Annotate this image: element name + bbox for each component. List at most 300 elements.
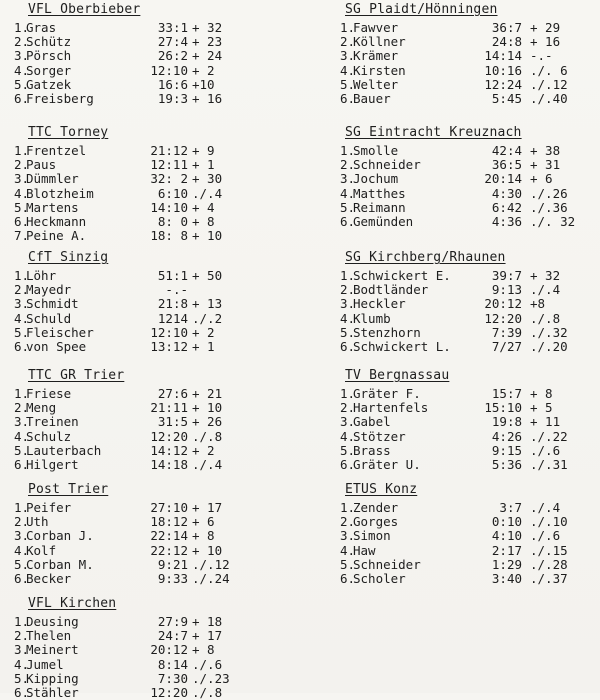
player-rank: 6. <box>340 339 356 354</box>
player-row <box>14 64 314 78</box>
player-row <box>14 312 314 326</box>
player-row <box>14 158 314 172</box>
player-row <box>14 572 314 586</box>
player-score: 1214 <box>157 310 188 326</box>
player-score: 20:12 <box>150 642 188 658</box>
player-score: 27:4 <box>157 34 188 50</box>
player-name: Schütz <box>26 34 72 50</box>
team-name: ETUS Konz <box>345 482 418 497</box>
team-name: VFL Oberbieber <box>28 2 141 17</box>
player-difference: + 16 <box>192 91 223 106</box>
player-row <box>14 629 314 643</box>
player-difference: ./.6 <box>530 528 561 544</box>
player-difference: ./.22 <box>530 428 568 444</box>
player-rank: 3. <box>340 528 356 544</box>
player-rank: 1. <box>14 20 30 35</box>
player-row <box>340 544 595 558</box>
player-rank: 6. <box>14 214 30 229</box>
player-score: 10:16 <box>484 62 522 78</box>
player-name: Gras <box>26 20 57 35</box>
player-difference: ./.6 <box>530 442 561 458</box>
player-row <box>14 297 314 311</box>
player-name: Dümmler <box>26 171 79 187</box>
player-name: Stötzer <box>353 428 406 444</box>
player-difference: + 16 <box>530 34 561 50</box>
player-row <box>340 326 595 340</box>
player-name: Gorges <box>353 514 399 530</box>
player-row <box>14 515 314 529</box>
player-difference: + 50 <box>192 268 223 283</box>
player-difference: + 6 <box>192 514 215 530</box>
player-name: Paus <box>26 157 57 173</box>
player-rank: 1. <box>14 500 30 515</box>
player-rank: 3. <box>14 48 30 64</box>
player-name: Gatzek <box>26 76 72 92</box>
player-difference: + 2 <box>192 324 215 340</box>
player-row <box>340 269 595 283</box>
player-difference: ./.4 <box>192 185 223 201</box>
player-name: Uth <box>26 514 49 530</box>
player-score: 31:5 <box>157 414 188 430</box>
player-name: Hilgert <box>26 457 79 472</box>
player-difference: ./.31 <box>530 457 568 472</box>
player-name: Zender <box>353 500 399 515</box>
player-rank: 5. <box>14 442 30 458</box>
player-score: 4:26 <box>491 428 522 444</box>
player-difference: ./. 6 <box>530 62 568 78</box>
player-rank: 5. <box>340 556 356 572</box>
player-row <box>14 444 314 458</box>
player-rank: 2. <box>340 400 356 416</box>
player-score: 24:8 <box>491 34 522 50</box>
player-score: 6:10 <box>157 185 188 201</box>
player-difference: + 8 <box>192 528 215 544</box>
player-difference: ./.8 <box>192 428 223 444</box>
player-name: Pörsch <box>26 48 72 64</box>
player-name: Smolle <box>353 143 399 158</box>
player-score: 3:7 <box>499 500 522 515</box>
player-name: Freisberg <box>26 91 94 106</box>
player-difference: + 18 <box>192 614 223 629</box>
player-score: 4:10 <box>491 528 522 544</box>
player-score: 22:14 <box>150 528 188 544</box>
player-difference: ./.2 <box>192 310 223 326</box>
player-score: 2:17 <box>491 542 522 558</box>
player-score: 36:7 <box>491 20 522 35</box>
team-name: SG Kirchberg/Rhaunen <box>345 250 506 265</box>
player-difference: + 32 <box>530 268 561 283</box>
player-score: 13:12 <box>150 339 188 354</box>
player-name: Martens <box>26 199 79 215</box>
player-score: 8:14 <box>157 656 188 672</box>
player-difference: + 17 <box>192 628 223 644</box>
player-score: 18:12 <box>150 514 188 530</box>
player-score: 12:20 <box>150 428 188 444</box>
player-rank: 6. <box>14 339 30 354</box>
player-row <box>14 544 314 558</box>
player-name: Welter <box>353 76 399 92</box>
player-difference: + 4 <box>192 199 215 215</box>
player-name: Scholer <box>353 571 406 586</box>
player-row <box>340 458 595 472</box>
player-score: 4:36 <box>491 214 522 229</box>
player-row <box>340 21 595 35</box>
player-score: 5:45 <box>491 91 522 106</box>
player-difference: ./.36 <box>530 199 568 215</box>
player-difference: + 23 <box>192 34 223 50</box>
player-difference: + 10 <box>192 542 223 558</box>
player-score: 4:30 <box>491 185 522 201</box>
player-difference: ./.40 <box>530 91 568 106</box>
player-rank: 2. <box>14 400 30 416</box>
player-difference: +8 <box>530 296 546 312</box>
player-name: Deusing <box>26 614 79 629</box>
player-rank: 2. <box>14 514 30 530</box>
player-rank: 4. <box>340 542 356 558</box>
player-difference: ./.8 <box>530 310 561 326</box>
player-name: Simon <box>353 528 391 544</box>
player-row <box>14 172 314 186</box>
player-difference: ./.4 <box>192 457 223 472</box>
player-rank: 4. <box>14 310 30 326</box>
player-rank: 5. <box>14 670 30 686</box>
player-difference: + 10 <box>192 400 223 416</box>
player-score: 12:11 <box>150 157 188 173</box>
player-difference: ./.24 <box>192 571 230 586</box>
player-difference: + 11 <box>530 414 561 430</box>
player-difference: + 29 <box>530 20 561 35</box>
player-rank: 2. <box>14 282 30 298</box>
player-score: 16:6 <box>157 76 188 92</box>
player-name: Jumel <box>26 656 64 672</box>
player-score: 27:9 <box>157 614 188 629</box>
player-difference: ./.12 <box>192 556 230 572</box>
player-row <box>340 215 595 229</box>
player-name: Matthes <box>353 185 406 201</box>
player-row <box>14 78 314 92</box>
player-rank: 3. <box>340 414 356 430</box>
player-name: Jochum <box>353 171 399 187</box>
player-rank: 6. <box>340 457 356 472</box>
player-difference: + 24 <box>192 48 223 64</box>
player-score: 14:14 <box>484 48 522 64</box>
player-score: 39:7 <box>491 268 522 283</box>
player-name: Fleischer <box>26 324 94 340</box>
player-difference: + 21 <box>192 386 223 401</box>
player-rank: 5. <box>340 76 356 92</box>
player-name: Becker <box>26 571 72 586</box>
player-score: 19:3 <box>157 91 188 106</box>
player-name: Reimann <box>353 199 406 215</box>
player-difference: + 9 <box>192 143 215 158</box>
player-rank: 1. <box>14 386 30 401</box>
player-name: Bauer <box>353 91 391 106</box>
player-rank: 1. <box>14 143 30 158</box>
player-name: Meng <box>26 400 57 416</box>
player-name: von Spee <box>26 339 87 354</box>
player-row <box>14 430 314 444</box>
player-row <box>14 529 314 543</box>
player-name: Schmidt <box>26 296 79 312</box>
team-name: Post Trier <box>28 482 109 497</box>
player-name: Hartenfels <box>353 400 429 416</box>
player-difference: + 2 <box>192 442 215 458</box>
player-row <box>14 672 314 686</box>
player-score: 7:30 <box>157 670 188 686</box>
player-name: Krämer <box>353 48 399 64</box>
player-difference: + 10 <box>192 228 223 244</box>
player-difference: ./.28 <box>530 556 568 572</box>
player-rank: 3. <box>14 171 30 187</box>
player-score: 14:18 <box>150 457 188 472</box>
player-score: 0:10 <box>491 514 522 530</box>
team-name: TV Bergnassau <box>345 368 450 383</box>
player-score: 14:10 <box>150 199 188 215</box>
player-name: Friese <box>26 386 72 401</box>
player-row <box>340 172 595 186</box>
player-row <box>340 430 595 444</box>
player-rank: 5. <box>14 556 30 572</box>
player-rank: 3. <box>14 528 30 544</box>
player-name: Schneider <box>353 157 421 173</box>
player-score: 19:8 <box>491 414 522 430</box>
player-row <box>340 515 595 529</box>
player-difference: + 13 <box>192 296 223 312</box>
player-row <box>14 92 314 106</box>
player-score: 12:20 <box>150 685 188 700</box>
player-name: Fawver <box>353 20 399 35</box>
player-row <box>340 283 595 297</box>
player-name: Stähler <box>26 685 79 700</box>
player-row <box>340 501 595 515</box>
player-row <box>14 615 314 629</box>
player-rank: 5. <box>14 199 30 215</box>
player-score: 21:11 <box>150 400 188 416</box>
player-row <box>14 201 314 215</box>
player-difference: ./.6 <box>192 656 223 672</box>
player-row <box>340 92 595 106</box>
player-name: Schuld <box>26 310 72 326</box>
player-row <box>340 558 595 572</box>
player-rank: 1. <box>14 614 30 629</box>
player-row <box>340 144 595 158</box>
player-difference: ./.32 <box>530 324 568 340</box>
player-row <box>14 187 314 201</box>
player-rank: 6. <box>14 571 30 586</box>
player-rank: 1. <box>14 268 30 283</box>
player-difference: + 5 <box>530 400 553 416</box>
player-difference: ./.10 <box>530 514 568 530</box>
player-row <box>340 572 595 586</box>
player-rank: 1. <box>340 500 356 515</box>
player-name: Treinen <box>26 414 79 430</box>
player-row <box>14 401 314 415</box>
player-row <box>14 229 314 243</box>
player-difference: ./.15 <box>530 542 568 558</box>
player-name: Meinert <box>26 642 79 658</box>
player-rank: 3. <box>14 296 30 312</box>
player-score: 26:2 <box>157 48 188 64</box>
player-name: Peifer <box>26 500 72 515</box>
player-rank: 4. <box>340 185 356 201</box>
player-score: 15:10 <box>484 400 522 416</box>
player-name: Gräter U. <box>353 457 421 472</box>
player-score: 27:6 <box>157 386 188 401</box>
player-score: 8: 0 <box>157 214 188 229</box>
player-name: Gemünden <box>353 214 414 229</box>
player-name: Haw <box>353 542 376 558</box>
team-name: TTC GR Trier <box>28 368 125 383</box>
player-row <box>340 401 595 415</box>
player-score: 9:21 <box>157 556 188 572</box>
player-score: 24:7 <box>157 628 188 644</box>
player-rank: 2. <box>340 514 356 530</box>
team-name: TTC Torney <box>28 125 109 140</box>
player-difference: ./.37 <box>530 571 568 586</box>
player-rank: 2. <box>340 157 356 173</box>
player-difference: + 8 <box>530 386 553 401</box>
player-row <box>340 444 595 458</box>
player-difference: + 8 <box>192 214 215 229</box>
player-difference: + 38 <box>530 143 561 158</box>
player-row <box>340 64 595 78</box>
player-row <box>14 501 314 515</box>
team-name: VFL Kirchen <box>28 596 117 611</box>
player-difference: ./.23 <box>192 670 230 686</box>
player-rank: 4. <box>14 542 30 558</box>
player-rank: 1. <box>340 20 356 35</box>
player-name: Corban J. <box>26 528 94 544</box>
player-name: Schneider <box>353 556 421 572</box>
player-rank: 4. <box>14 185 30 201</box>
player-rank: 6. <box>14 91 30 106</box>
player-difference: + 32 <box>192 20 223 35</box>
player-difference: +10 <box>192 76 215 92</box>
player-row <box>340 387 595 401</box>
player-name: Schwickert L. <box>353 339 451 354</box>
player-row <box>14 643 314 657</box>
player-name: Gräter F. <box>353 386 421 401</box>
player-row <box>14 387 314 401</box>
player-score: -.- <box>165 282 188 298</box>
player-name: Brass <box>353 442 391 458</box>
team-name: CfT Sinzig <box>28 250 109 265</box>
player-name: Blotzheim <box>26 185 94 201</box>
player-rank: 4. <box>14 428 30 444</box>
player-difference: + 1 <box>192 339 215 354</box>
player-rank: 6. <box>14 685 30 700</box>
player-row <box>340 415 595 429</box>
player-rank: 4. <box>14 62 30 78</box>
player-name: Frentzel <box>26 143 87 158</box>
player-score: 36:5 <box>491 157 522 173</box>
player-rank: 5. <box>14 76 30 92</box>
player-name: Heckler <box>353 296 406 312</box>
player-score: 9:15 <box>491 442 522 458</box>
player-row <box>340 49 595 63</box>
player-row <box>340 201 595 215</box>
player-rank: 4. <box>14 656 30 672</box>
player-score: 12:24 <box>484 76 522 92</box>
player-name: Klumb <box>353 310 391 326</box>
player-rank: 6. <box>340 91 356 106</box>
player-score: 1:29 <box>491 556 522 572</box>
team-name: SG Eintracht Kreuznach <box>345 125 522 140</box>
player-row <box>340 35 595 49</box>
player-rank: 3. <box>340 171 356 187</box>
player-name: Heckmann <box>26 214 87 229</box>
player-score: 32: 2 <box>150 171 188 187</box>
player-difference: ./.4 <box>530 500 561 515</box>
player-rank: 3. <box>340 296 356 312</box>
player-score: 22:12 <box>150 542 188 558</box>
player-row <box>340 187 595 201</box>
player-score: 18: 8 <box>150 228 188 244</box>
player-score: 15:7 <box>491 386 522 401</box>
player-score: 9:33 <box>157 571 188 586</box>
player-rank: 2. <box>14 34 30 50</box>
player-row <box>14 415 314 429</box>
player-rank: 1. <box>340 143 356 158</box>
player-row <box>14 558 314 572</box>
player-difference: ./.26 <box>530 185 568 201</box>
player-score: 3:40 <box>491 571 522 586</box>
team-name: SG Plaidt/Hönningen <box>345 2 498 17</box>
player-row <box>340 78 595 92</box>
player-row <box>14 686 314 700</box>
player-row <box>14 283 314 297</box>
player-name: Köllner <box>353 34 406 50</box>
player-rank: 5. <box>340 324 356 340</box>
player-difference: -.- <box>530 48 553 64</box>
player-name: Bodtländer <box>353 282 429 298</box>
player-score: 9:13 <box>491 282 522 298</box>
player-name: Kipping <box>26 670 79 686</box>
player-difference: ./.4 <box>530 282 561 298</box>
player-rank: 6. <box>340 214 356 229</box>
player-rank: 5. <box>340 442 356 458</box>
player-name: Corban M. <box>26 556 94 572</box>
player-row <box>340 297 595 311</box>
player-row <box>14 35 314 49</box>
player-rank: 4. <box>340 310 356 326</box>
player-name: Schulz <box>26 428 72 444</box>
player-row <box>14 215 314 229</box>
player-name: Thelen <box>26 628 72 644</box>
player-rank: 3. <box>14 414 30 430</box>
player-score: 42:4 <box>491 143 522 158</box>
player-difference: + 6 <box>530 171 553 187</box>
player-name: Mayedr <box>26 282 72 298</box>
player-score: 27:10 <box>150 500 188 515</box>
player-row <box>14 144 314 158</box>
player-score: 12:10 <box>150 324 188 340</box>
player-rank: 4. <box>340 62 356 78</box>
player-score: 21:12 <box>150 143 188 158</box>
player-rank: 2. <box>14 628 30 644</box>
player-name: Kolf <box>26 542 57 558</box>
player-name: Kirsten <box>353 62 406 78</box>
player-rank: 1. <box>340 386 356 401</box>
player-row <box>14 269 314 283</box>
player-score: 7:39 <box>491 324 522 340</box>
player-row <box>14 326 314 340</box>
player-difference: + 8 <box>192 642 215 658</box>
player-row <box>340 158 595 172</box>
player-score: 21:8 <box>157 296 188 312</box>
player-rank: 2. <box>340 282 356 298</box>
player-row <box>14 49 314 63</box>
